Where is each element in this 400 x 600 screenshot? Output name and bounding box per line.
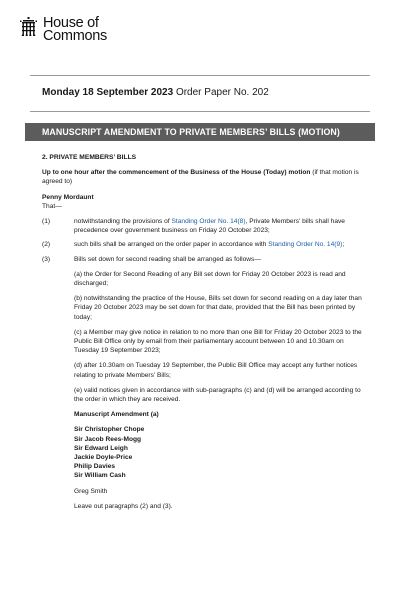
subparagraph-e: (e) valid notices given in accordance with sub-paragraphs (c) and (d) will be arranged according to the order in which they are received.: [74, 386, 361, 404]
paragraph-text-cont: , Private Members’ bills shall have precedence over government business on Friday 20 October 2023;: [74, 218, 345, 235]
logo-wordmark: [43, 17, 107, 42]
paragraph-number: (3): [42, 255, 51, 263]
paragraph-3: [42, 255, 362, 405]
order-paper-number: Order Paper No. 202: [173, 87, 269, 98]
paragraph-text: notwithstanding the provisions of: [74, 218, 172, 226]
motion-timing-bold: Up to one hour after the commencement of the Business of the House (Today) motion: [42, 169, 311, 177]
paragraph-text: such bills shall be arranged on the order paper in accordance with: [74, 241, 269, 249]
motion-timing-condition: (if that motion is agreed to): [42, 169, 359, 186]
section-banner: MANUSCRIPT AMENDMENT TO PRIVATE MEMBERS’ BILLS (MOTION): [25, 123, 375, 141]
sponsor-name: Sir Christopher Chope: [74, 426, 145, 434]
sponsor-name: Philip Davies: [74, 463, 116, 471]
sponsor-name: Sir Jacob Rees-Mogg: [74, 435, 142, 443]
paragraph-1: [42, 217, 362, 235]
business-item: [42, 153, 362, 511]
amendment-text: Leave out paragraphs (2) and (3).: [74, 502, 173, 510]
subparagraph-a: (a) the Order for Second Reading of any Bill set down for Friday 20 October 2023 is read and discharged;: [74, 270, 346, 288]
portcullis-icon: [20, 17, 37, 36]
header-divider-top: [30, 75, 370, 76]
item-heading: 2. PRIVATE MEMBERS’ BILLS: [42, 154, 137, 161]
supporter-name: Greg Smith: [74, 487, 108, 495]
paragraph-2: [42, 240, 362, 249]
logo-line-1: House of: [43, 15, 99, 31]
paragraph-number: (2): [42, 241, 51, 249]
standing-order-link[interactable]: Standing Order No. 14(9): [268, 241, 343, 249]
house-of-commons-logo: [20, 17, 107, 42]
amendment-title: Manuscript Amendment (a): [74, 411, 159, 419]
subparagraph-b: (b) notwithstanding the practice of the House, Bills set down for second reading on a day later than Friday 20 October 2023 may be set down for that date, provided that the Bill has been printed by today;: [74, 295, 362, 321]
paragraph-text: Bills set down for second reading shall be arranged as follows—: [74, 255, 261, 263]
motion-member: Penny Mordaunt: [42, 193, 94, 201]
sponsor-name: Sir Edward Leigh: [74, 444, 128, 452]
paragraph-text-cont: ;: [342, 241, 345, 249]
motion-timing: [42, 168, 362, 186]
subparagraph-d: (d) after 10.30am on Tuesday 19 September, the Public Bill Office may accept any further notices relating to private Members’ Bills;: [74, 362, 358, 379]
subparagraph-c: (c) a Member may give notice in relation to no more than one Bill for Friday 20 October 2023 to the Public Bill Office only by email from their parliamentary account between 10 and 10.30am on Tuesday 19 September 2023;: [74, 328, 362, 355]
motion-that: That—: [42, 202, 62, 210]
sitting-date: Monday 18 September 2023: [42, 87, 174, 98]
paragraph-number: (1): [42, 218, 51, 226]
amendment-sponsors: [74, 425, 362, 480]
header-divider-bottom: [30, 111, 370, 112]
sponsor-name: Sir William Cash: [74, 472, 126, 480]
page-title: [42, 87, 269, 98]
manuscript-amendment: [42, 410, 362, 511]
sponsor-name: Jackie Doyle-Price: [74, 454, 133, 462]
logo-line-2: Commons: [43, 27, 107, 44]
standing-order-link[interactable]: Standing Order No. 14(8): [171, 218, 246, 226]
